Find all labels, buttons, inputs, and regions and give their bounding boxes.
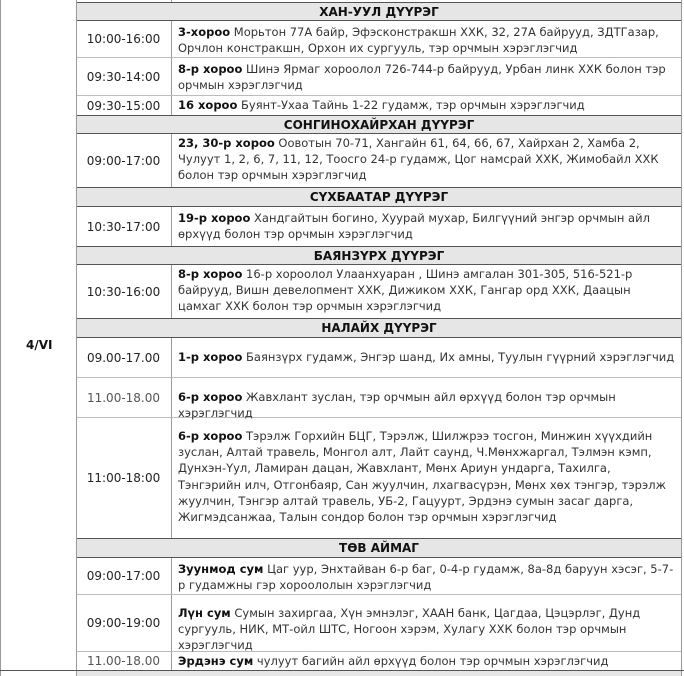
- table-row: [77, 265, 681, 318]
- description-cell: [178, 653, 675, 669]
- table-row: [77, 418, 681, 538]
- table-row: [77, 378, 681, 421]
- description-cell: [178, 428, 675, 525]
- description-text: Баянзүрх гудамж, Энгэр шанд, Их амны, Туулын гүүрний хэрэглэгчид: [246, 350, 675, 364]
- description-cell: [178, 24, 675, 56]
- table-border-right: [681, 0, 682, 676]
- description-cell: [178, 97, 675, 113]
- time-cell: 10:30-16:00: [86, 284, 161, 299]
- date-cell: 4/VI: [26, 338, 53, 352]
- sum-label: Лүн сум: [178, 606, 231, 620]
- description-text: Буянт-Ухаа Тайнь 1-22 гудамж, тэр орчмын хэрэглэгчид: [241, 98, 585, 112]
- section-header-nalaikh: НАЛАЙХ ДҮҮРЭГ: [77, 318, 681, 338]
- description-text: Шинэ Ярмаг хороолол 726-744-р байрууд, Урбан линк ХХК болон тэр орчмын хэрэглэгчид: [178, 62, 666, 93]
- description-text: Сумын захиргаа, Хүн эмнэлэг, ХААН банк, Цагдаа, Цэцэрлэг, Дунд сургууль, НИК, МТ-ойл ШТС, Ногоон хэрэм, Хулагу ХХК болон тэр орчмын хэрэглэгчид: [178, 606, 641, 653]
- description-cell: [178, 389, 675, 421]
- description-text: Тэрэлж Горхийн БЦГ, Тэрэлж, Шилжрээ тосгон, Минжин хүүхдийн зуслан, Алтай травель, Монгол алт, Лайт саунд, Ч.Мөнхжаргал, Тэлмэн кэмп, Дунхэн-Үул, Ламиран дацан, Жавхлант, Мөнх Ариун ундарга, Тахилга, Тэнгэрийн илч, Отгонбаяр, Сан жуулчин, лхагвасүрэн, Мөнх хөх тэнгэр, тэрэлж жуулчин, Тэнгэр алтай травель, УБ-2, Гацуурт, Эрдэнэ сумын засаг дарга, Жигмэдсанжаа, Талын сондор болон тэр орчмын хэрэглэгчид: [178, 429, 666, 525]
- sum-label: Зуунмод сум: [178, 562, 264, 576]
- time-cell: 10:00-16:00: [86, 32, 161, 46]
- time-cell: 11.00-18.00: [86, 654, 161, 668]
- khoroo-label: 23, 30-р хороо: [178, 136, 275, 150]
- description-text: Жавхлант зуслан, тэр орчмын айл өрхүүд болон тэр орчмын хэрэглэгчид: [178, 390, 616, 421]
- table-row: [77, 652, 681, 670]
- description-cell: [178, 605, 675, 654]
- khoroo-label: 16 хороо: [178, 98, 238, 112]
- time-cell: 09:00-19:00: [86, 616, 161, 630]
- section-header-tuv-aimag: ТӨВ АЙМАГ: [77, 538, 681, 558]
- table-row: [77, 595, 681, 652]
- time-cell: 11.00-18.00: [86, 390, 161, 405]
- section-header-sukhbaatar: СҮХБААТАР ДҮҮРЭГ: [77, 187, 681, 207]
- section-header-khan-uul: ХАН-УУЛ ДҮҮРЭГ: [77, 2, 681, 21]
- khoroo-label: 19-р хороо: [178, 211, 251, 225]
- description-cell: [178, 561, 675, 593]
- table-row: [77, 58, 681, 96]
- time-cell: 09:30-14:00: [86, 69, 161, 84]
- description-text: Морьтон 77А байр, Эфэсконстракшн ХХК, 32, 27А байрууд, ЗДТГазар, Орчлон констракшн, Орхон их сургууль, тэр орчмын хэрэглэгчид: [178, 25, 659, 56]
- khoroo-label: 6-р хороо: [178, 429, 243, 443]
- time-cell: 09:00-17:00: [86, 569, 161, 583]
- section-header-songinokhairkhan: СОНГИНОХАЙРХАН ДҮҮРЭГ: [77, 115, 681, 134]
- table-row: [77, 558, 681, 595]
- khoroo-label: 3-хороо: [178, 25, 231, 39]
- description-text: Цаг уур, Энхтайван 6-р баг, 0-4-р гудамж, 8а-8д баруун хэсэг, 5-7-р гудамжны гэр хороололын хэрэглэгчид: [178, 562, 674, 593]
- table-row: [77, 134, 681, 187]
- description-text: Оовотын 70-71, Хангайн 61, 64, 66, 67, Хайрхан 2, Хамба 2, Чулуут 1, 2, 6, 7, 11, 12, Тоосго 24-р гудамж, Цог намсрай ХХК, Жимобайл ХХК болон тэр орчмын хэрэглэгчид: [178, 136, 659, 183]
- time-cell: 09:30-15:00: [86, 98, 161, 113]
- khoroo-label: 1-р хороо: [178, 350, 243, 364]
- table-row: [77, 207, 681, 246]
- description-text: Хандгайтын богино, Хуурай мухар, Билгүүний энгэр орчмын айл өрхүүд болон тэр орчмын хэрэглэгчид: [178, 211, 650, 242]
- description-text: 16-р хороолол Улаанхуаран , Шинэ амгалан 301-305, 516-521-р байрууд, Вишн девелопмент ХХК, Дижиком ХХК, Гангар орд ХХК, Даацын цамхаг ХХК болон тэр орчмын хэрэглэгчид: [178, 267, 633, 314]
- time-cell: 09.00-17.00: [86, 350, 161, 365]
- section-header-bayanzurkh: БАЯНЗҮРХ ДҮҮРЭГ: [77, 246, 681, 265]
- description-cell: [178, 210, 675, 242]
- time-cell: 09:00-17:00: [86, 153, 161, 168]
- table-row: [77, 21, 681, 58]
- table-row: [77, 96, 681, 115]
- description-cell: [178, 61, 675, 93]
- next-section-header-partial: [77, 671, 681, 676]
- table-border-left: [0, 0, 1, 676]
- khoroo-label: 6-р хороо: [178, 390, 243, 404]
- description-text: чулуут багийн айл өрхүүд болон тэр орчмын хэрэглэгчид: [256, 654, 609, 668]
- description-cell: [178, 349, 675, 365]
- description-cell: [178, 266, 675, 315]
- khoroo-label: 8-р хороо: [178, 62, 243, 76]
- sum-label: Эрдэнэ сум: [178, 654, 254, 668]
- description-cell: [178, 135, 675, 184]
- time-cell: 10:30-17:00: [86, 219, 161, 234]
- table-row: [77, 338, 681, 378]
- khoroo-label: 8-р хороо: [178, 267, 243, 281]
- time-cell: 11:00-18:00: [86, 471, 161, 485]
